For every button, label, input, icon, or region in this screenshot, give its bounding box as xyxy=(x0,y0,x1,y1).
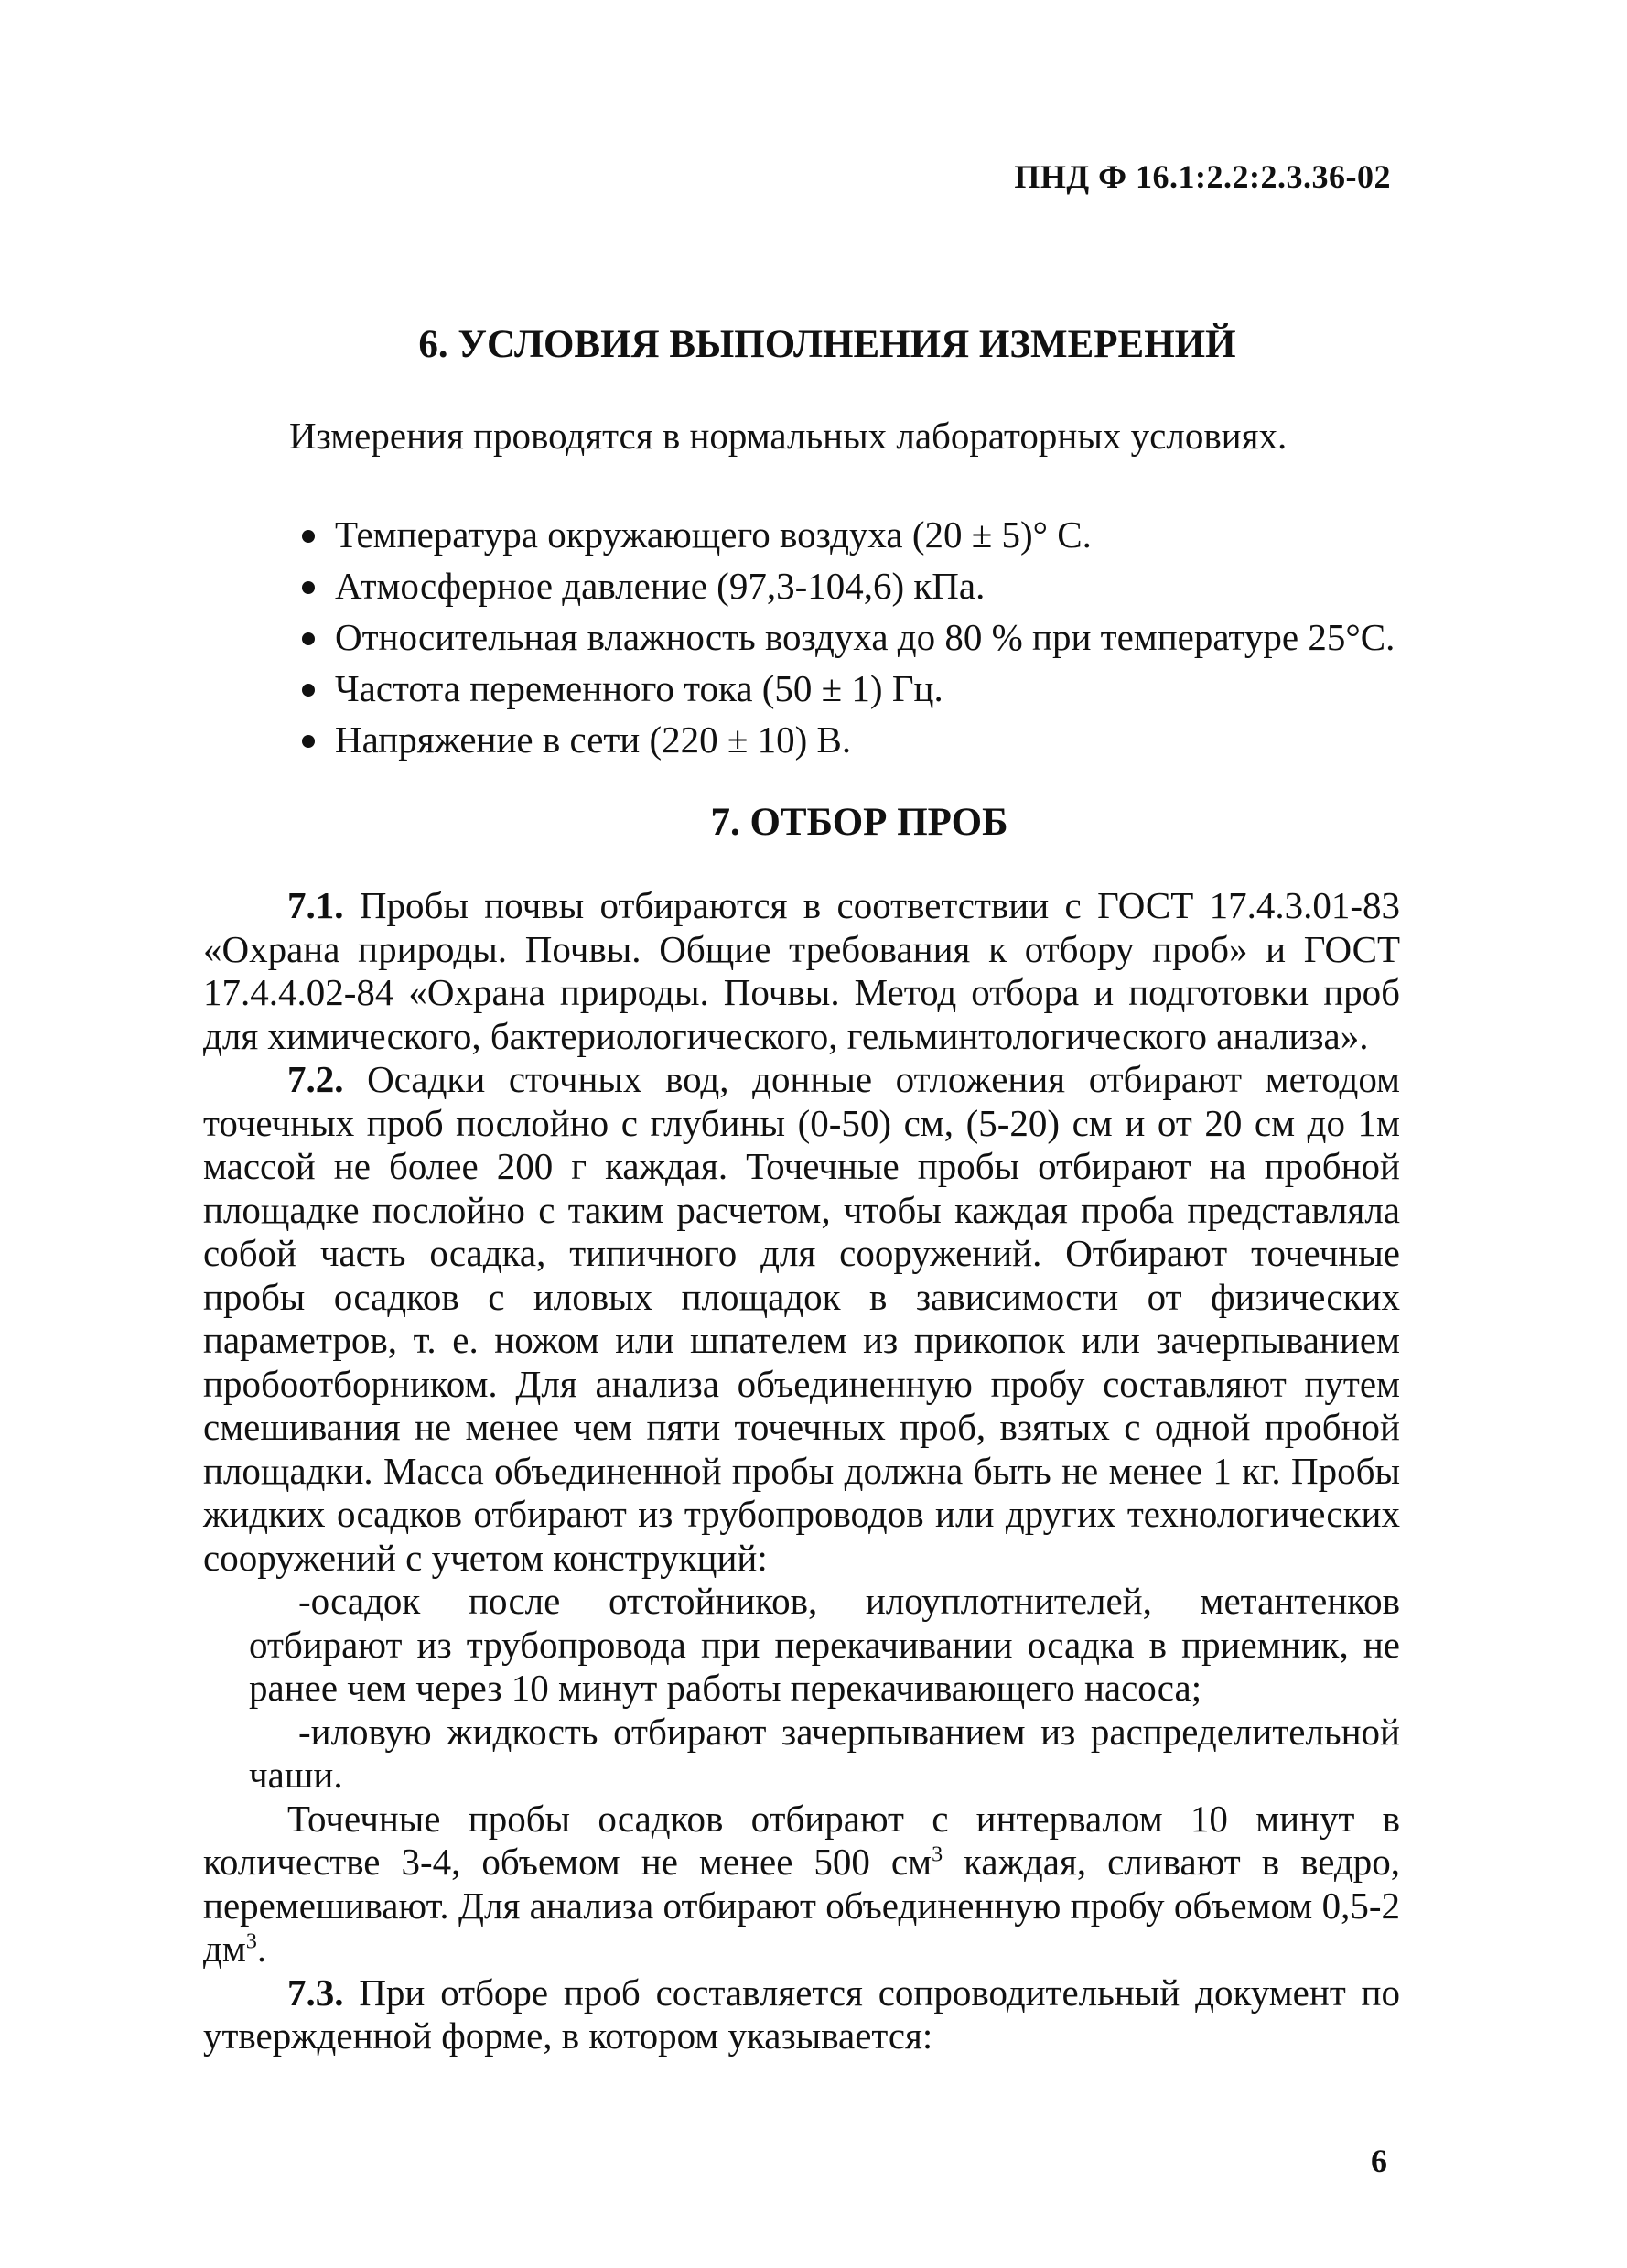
section-7-title: 7. ОТБОР ПРОБ xyxy=(710,801,1008,844)
document-code: ПНД Ф 16.1:2.2:2.3.36-02 xyxy=(1014,158,1391,195)
section-7-body xyxy=(203,884,1400,2058)
bullet-icon xyxy=(302,735,315,748)
condition-item xyxy=(302,714,1395,765)
paragraph-point-samples xyxy=(203,1798,1400,1971)
paragraph-number: 7.3. xyxy=(287,1971,344,2014)
superscript: 3 xyxy=(932,1842,943,1867)
condition-text: Относительная влажность воздуха до 80 % при температуре 25°С. xyxy=(335,616,1395,658)
superscript: 3 xyxy=(245,1929,257,1954)
bullet-icon xyxy=(302,684,315,697)
bullet-icon xyxy=(302,581,315,594)
paragraph-number: 7.1. xyxy=(287,884,344,926)
section-6-intro: Измерения проводятся в нормальных лабораторных условиях. xyxy=(289,415,1288,457)
condition-item xyxy=(302,611,1395,663)
section-6-title: 6. УСЛОВИЯ ВЫПОЛНЕНИЯ ИЗМЕРЕНИЙ xyxy=(418,323,1236,366)
condition-text: Напряжение в сети (220 ± 10) В. xyxy=(335,718,852,761)
paragraph-7-2 xyxy=(203,1058,1400,1580)
dash-item-sediment: -осадок после отстойников, илоуплотнителей, метантенков отбирают из трубопровода при перекачивании осадка в приемник, не ранее чем через 10 минут работы перекачивающего насоса; xyxy=(249,1580,1400,1709)
condition-text: Атмосферное давление (97,3-104,6) кПа. xyxy=(335,565,986,607)
condition-text: Частота переменного тока (50 ± 1) Гц. xyxy=(335,667,943,709)
conditions-list xyxy=(302,509,1395,765)
text-segment: Точечные пробы осадков отбирают с интервалом 10 минут в количестве 3-4, объемом не менее 500 см xyxy=(203,1797,1400,1883)
paragraph-text: Осадки сточных вод, донные отложения отбирают методом точечных проб послойно с глубины (0-50) см, (5-20) см и от 20 см до 1м массой не более 200 г каждая. Точечные пробы отбирают на пробной площадке послойно с таким расчетом, чтобы каждая проба представляла собой часть осадка, типичного для сооружений. Отбирают точечные пробы осадков с иловых площадок в зависимости от физических параметров, т. е. ножом или шпателем из прикопок или зачерпыванием пробоотборником. Для анализа объединенную пробу составляют путем смешивания не менее чем пяти точечных проб, взятых с одной пробной площадки. Масса объединенной пробы должна быть не менее 1 кг. Пробы жидких осадков отбирают из трубопроводов или других технологических сооружений с учетом конструкций: xyxy=(203,1058,1400,1579)
condition-item xyxy=(302,509,1395,560)
paragraph-text: Пробы почвы отбираются в соответствии с ГОСТ 17.4.3.01-83 «Охрана природы. Почвы. Общие требования к отбору проб» и ГОСТ 17.4.4.02-84 «Охрана природы. Почвы. Метод отбора и подготовки проб для химического, бактериологического, гельминтологического анализа». xyxy=(203,884,1401,1057)
dash-item-sludge-liquid: -иловую жидкость отбирают зачерпыванием из распределительной чаши. xyxy=(249,1710,1400,1796)
text-segment: . xyxy=(256,1928,267,1970)
condition-text: Температура окружающего воздуха (20 ± 5)° С. xyxy=(335,513,1092,556)
bullet-icon xyxy=(302,530,315,543)
condition-item xyxy=(302,663,1395,714)
text-segment: каждая, сливают в ведро, перемешивают. Для анализа отбирают объединенную пробу объемом 0,5-2 дм xyxy=(203,1841,1400,1970)
bullet-icon xyxy=(302,632,315,645)
paragraph-7-3 xyxy=(203,1971,1400,2058)
condition-item xyxy=(302,560,1395,611)
page-number: 6 xyxy=(1371,2143,1387,2179)
paragraph-text: При отборе проб составляется сопроводительный документ по утвержденной форме, в котором указывается: xyxy=(203,1971,1401,2057)
paragraph-number: 7.2. xyxy=(287,1058,344,1100)
paragraph-7-1 xyxy=(203,884,1400,1058)
